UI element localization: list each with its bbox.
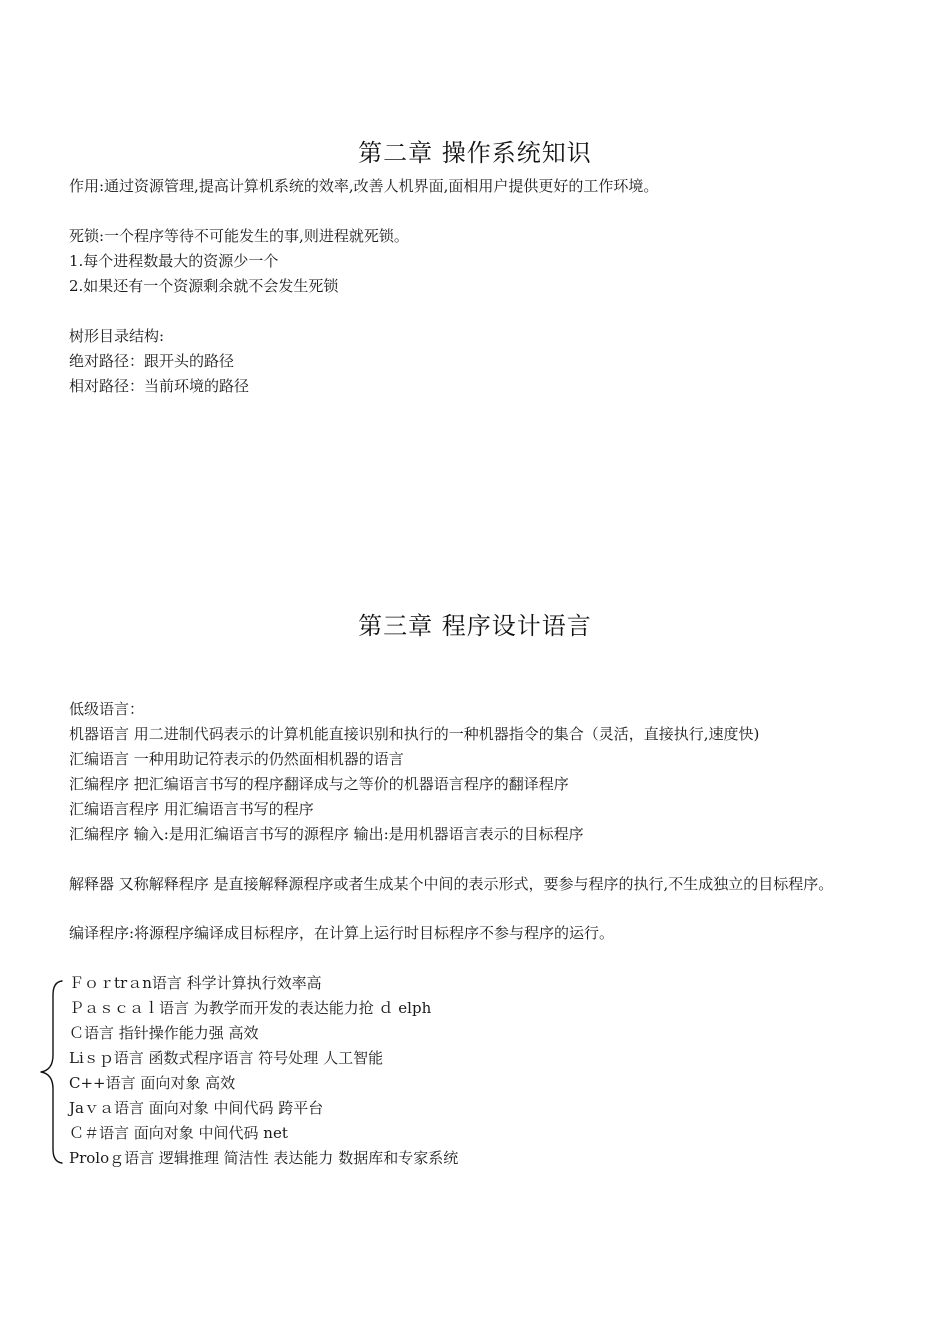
assembly-language-text: 汇编语言 一种用助记符表示的仍然面相机器的语言 [69, 750, 404, 768]
assembler-text: 汇编程序 把汇编语言书写的程序翻译成与之等价的机器语言程序的翻译程序 [69, 775, 569, 793]
interpreter-text: 解释器 又称解释程序 是直接解释源程序或者生成某个中间的表示形式，要参与程序的执行,不生成独立的目标程序。 [69, 875, 834, 893]
language-item-csharp: Ｃ＃语言 面向对象 中间代码 net [69, 1124, 288, 1142]
low-level-language-title: 低级语言： [69, 700, 145, 718]
language-item-cpp: C++语言 面向对象 高效 [69, 1074, 236, 1092]
chapter-3-title: 第三章 程序设计语言 [358, 612, 592, 640]
language-item-fortran: Ｆｏｒtrａn语言 科学计算执行效率高 [69, 974, 322, 992]
language-item-pascal: Ｐａｓｃａｌ语言 为教学而开发的表达能力抢 ｄ elph [69, 999, 432, 1017]
language-item-lisp: Liｓｐ语言 函数式程序语言 符号处理 人工智能 [69, 1049, 384, 1067]
deadlock-definition: 死锁:一个程序等待不可能发生的事,则进程就死锁。 [69, 227, 409, 245]
compiler-text: 编译程序:将源程序编译成目标程序，在计算上运行时目标程序不参与程序的运行。 [69, 924, 615, 942]
chapter-2-title: 第二章 操作系统知识 [358, 139, 592, 167]
assembler-io-text: 汇编程序 输入:是用汇编语言书写的源程序 输出:是用机器语言表示的目标程序 [69, 825, 584, 843]
language-item-java: Jaｖａ语言 面向对象 中间代码 跨平台 [69, 1099, 324, 1117]
deadlock-rule-2: 2.如果还有一个资源剩余就不会发生死锁 [69, 277, 339, 295]
deadlock-rule-1: 1.每个进程数最大的资源少一个 [69, 252, 279, 270]
curly-brace-icon [36, 979, 66, 1165]
absolute-path-text: 绝对路径：跟开头的路径 [69, 352, 235, 370]
language-item-c: Ｃ语言 指针操作能力强 高效 [69, 1024, 259, 1042]
machine-language-text: 机器语言 用二进制代码表示的计算机能直接识别和执行的一种机器指令的集合（灵活，直接执行,速度快) [69, 725, 760, 743]
relative-path-text: 相对路径：当前环境的路径 [69, 377, 250, 395]
os-role-text: 作用:通过资源管理,提高计算机系统的效率,改善人机界面,面相用户提供更好的工作环境。 [69, 177, 659, 195]
assembly-program-text: 汇编语言程序 用汇编语言书写的程序 [69, 800, 314, 818]
language-item-prolog: Proloｇ语言 逻辑推理 简洁性 表达能力 数据库和专家系统 [69, 1149, 459, 1167]
tree-directory-title: 树形目录结构: [69, 327, 165, 345]
